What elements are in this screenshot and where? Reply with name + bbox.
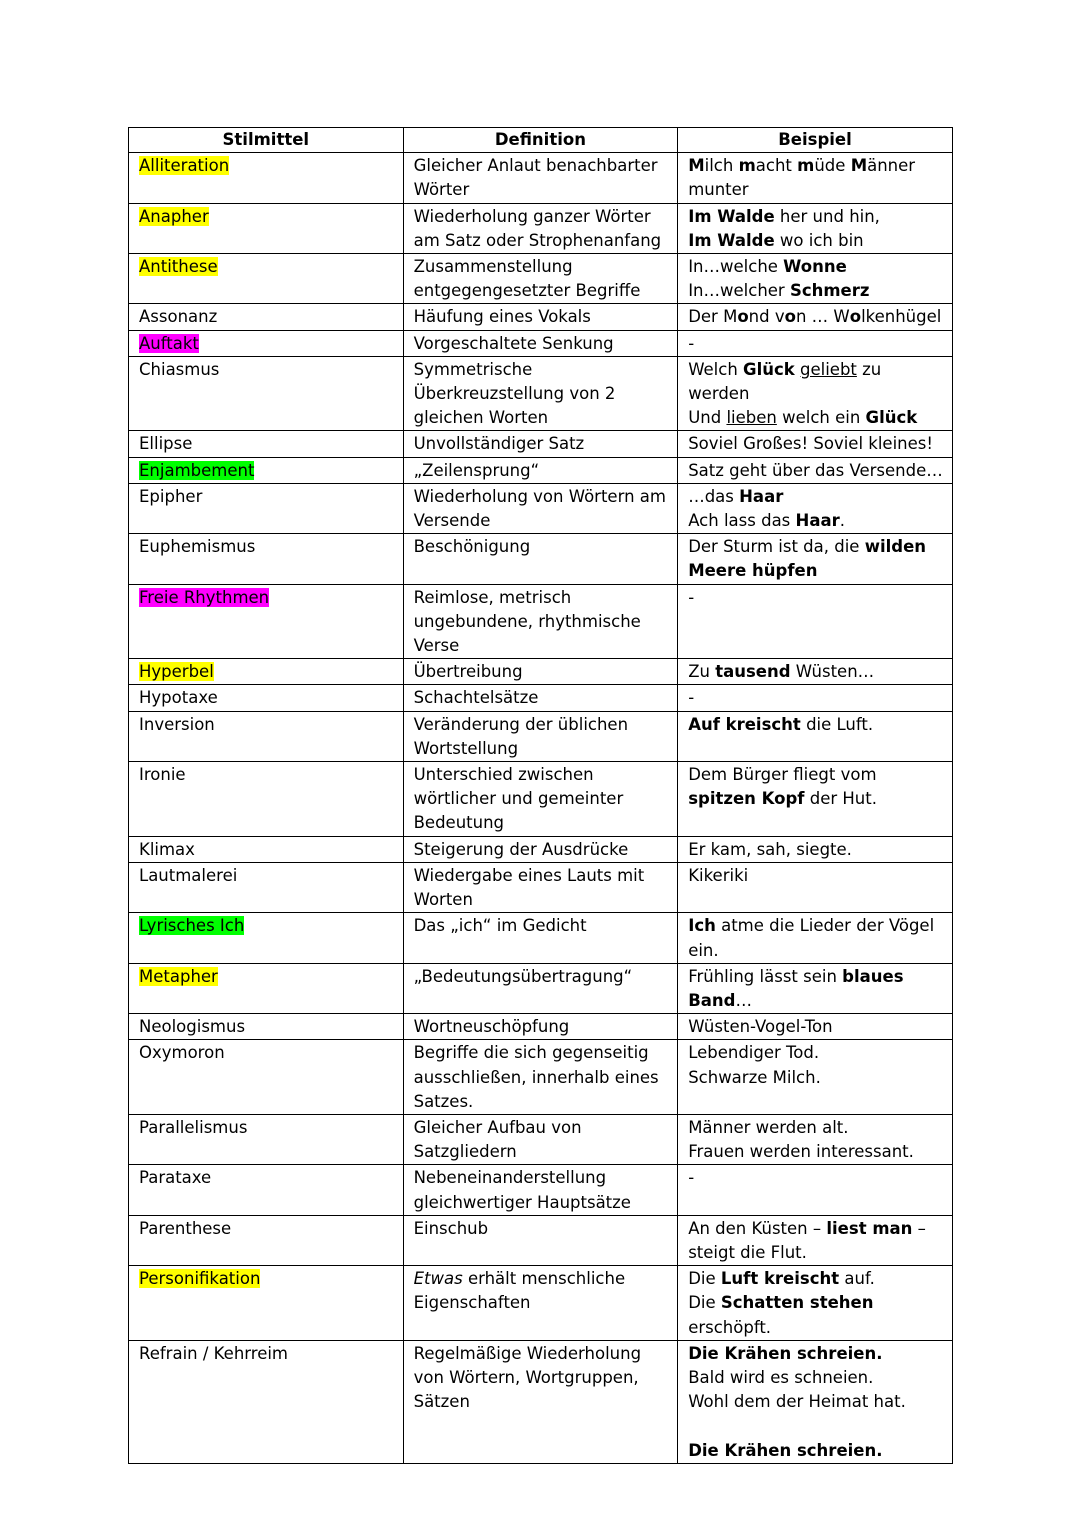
term-cell <box>129 483 404 533</box>
example-line: Im Walde wo ich bin <box>688 230 864 250</box>
definition-cell: Reimlose, metrisch ungebundene, rhythmische Verse <box>403 584 678 659</box>
term-cell <box>129 1165 404 1215</box>
term-label: Metapher <box>139 966 218 986</box>
definition-cell: „Zeilensprung“ <box>403 457 678 483</box>
term-cell <box>129 685 404 711</box>
example-line: Im Walde her und hin, <box>688 206 880 226</box>
term-cell <box>129 836 404 862</box>
example-cell <box>678 584 953 659</box>
term-cell <box>129 203 404 253</box>
term-label: Parataxe <box>139 1168 212 1188</box>
table-row <box>129 836 953 862</box>
term-cell <box>129 356 404 431</box>
term-cell <box>129 1340 404 1463</box>
term-cell <box>129 584 404 659</box>
table-row <box>129 534 953 584</box>
example-line: Ach lass das Haar. <box>688 511 845 531</box>
definition-cell: Schachtelsätze <box>403 685 678 711</box>
definition-cell: Symmetrische Überkreuzstellung von 2 gleichen Worten <box>403 356 678 431</box>
table-row <box>129 1165 953 1215</box>
term-label: Euphemismus <box>139 537 256 557</box>
example-line: Lebendiger Tod. <box>688 1043 820 1063</box>
example-line: Die Krähen schreien. <box>688 1343 883 1363</box>
table-row <box>129 254 953 304</box>
example-line: Welch Glück geliebt zu werden <box>688 359 882 404</box>
term-label: Oxymoron <box>139 1043 225 1063</box>
example-cell <box>678 483 953 533</box>
term-label: Chiasmus <box>139 359 220 379</box>
table-row <box>129 457 953 483</box>
table-row <box>129 483 953 533</box>
definition-cell: „Bedeutungsübertragung“ <box>403 963 678 1013</box>
table-row <box>129 584 953 659</box>
example-line: In…welche Wonne <box>688 257 847 277</box>
table-row <box>129 330 953 356</box>
term-cell <box>129 913 404 963</box>
definition-cell: Unvollständiger Satz <box>403 431 678 457</box>
example-line: - <box>688 587 695 607</box>
definition-cell: Steigerung der Ausdrücke <box>403 836 678 862</box>
example-line: Die Luft kreischt auf. <box>688 1269 875 1289</box>
term-cell <box>129 1040 404 1115</box>
term-cell <box>129 862 404 912</box>
definition-cell: Wortneuschöpfung <box>403 1014 678 1040</box>
term-cell <box>129 1014 404 1040</box>
term-cell <box>129 963 404 1013</box>
example-line: Kikeriki <box>688 865 749 885</box>
example-cell <box>678 963 953 1013</box>
table-row <box>129 1340 953 1463</box>
table-row <box>129 153 953 203</box>
table-row <box>129 862 953 912</box>
term-label: Epipher <box>139 486 203 506</box>
example-cell <box>678 913 953 963</box>
example-line: Frühling lässt sein blaues Band… <box>688 966 904 1010</box>
table-body <box>129 153 953 1464</box>
example-line: Ich atme die Lieder der Vögel ein. <box>688 916 935 960</box>
term-cell <box>129 304 404 330</box>
example-line: munter <box>688 180 749 200</box>
term-label: Anapher <box>139 206 209 226</box>
example-cell <box>678 1266 953 1341</box>
definition-cell: Gleicher Aufbau von Satzgliedern <box>403 1114 678 1164</box>
example-cell <box>678 711 953 761</box>
table-row <box>129 356 953 431</box>
header-example: Beispiel <box>678 128 953 153</box>
term-cell <box>129 153 404 203</box>
example-cell <box>678 1014 953 1040</box>
table-row <box>129 431 953 457</box>
example-cell <box>678 1215 953 1265</box>
example-cell <box>678 534 953 584</box>
term-cell <box>129 1114 404 1164</box>
term-cell <box>129 659 404 685</box>
term-label: Lyrisches Ich <box>139 916 245 936</box>
term-label: Assonanz <box>139 307 218 327</box>
term-label: Neologismus <box>139 1017 246 1037</box>
definition-cell: Einschub <box>403 1215 678 1265</box>
term-label: Antithese <box>139 257 218 277</box>
header-row <box>129 128 953 153</box>
example-cell <box>678 762 953 837</box>
term-cell <box>129 431 404 457</box>
table-row <box>129 1266 953 1341</box>
term-cell <box>129 534 404 584</box>
example-line: - <box>688 333 695 353</box>
example-line: Dem Bürger fliegt vom spitzen Kopf der Hut. <box>688 765 877 809</box>
definition-cell: Nebeneinanderstellung gleichwertiger Hauptsätze <box>403 1165 678 1215</box>
example-cell <box>678 254 953 304</box>
stilmittel-table <box>128 127 953 1464</box>
definition-cell: Begriffe die sich gegenseitig ausschließen, innerhalb eines Satzes. <box>403 1040 678 1115</box>
example-line: Satz geht über das Versende… <box>688 460 943 480</box>
example-cell <box>678 330 953 356</box>
term-cell <box>129 1266 404 1341</box>
example-cell <box>678 1114 953 1164</box>
table-row <box>129 711 953 761</box>
header-definition: Definition <box>403 128 678 153</box>
term-label: Freie Rhythmen <box>139 587 270 607</box>
example-cell <box>678 659 953 685</box>
table-row <box>129 1114 953 1164</box>
example-line: Schwarze Milch. <box>688 1067 821 1087</box>
example-cell <box>678 153 953 203</box>
example-line: Der Mond von … Wolkenhügel <box>688 307 942 327</box>
table-row <box>129 1040 953 1115</box>
example-cell <box>678 1165 953 1215</box>
example-line: Und lieben welch ein Glück <box>688 408 918 428</box>
term-label: Alliteration <box>139 156 230 176</box>
example-line: Auf kreischt die Luft. <box>688 714 874 734</box>
term-cell <box>129 254 404 304</box>
term-label: Personifikation <box>139 1269 261 1289</box>
definition-cell: Wiederholung ganzer Wörter am Satz oder Strophenanfang <box>403 203 678 253</box>
example-cell <box>678 836 953 862</box>
term-label: Hypotaxe <box>139 688 218 708</box>
definition-cell: Veränderung der üblichen Wortstellung <box>403 711 678 761</box>
term-label: Ironie <box>139 765 186 785</box>
term-cell <box>129 711 404 761</box>
definition-cell: Etwas erhält menschliche Eigenschaften <box>403 1266 678 1341</box>
example-line: Wohl dem der Heimat hat. <box>688 1392 906 1412</box>
term-cell <box>129 1215 404 1265</box>
table-row <box>129 963 953 1013</box>
term-label: Refrain / Kehrreim <box>139 1343 288 1363</box>
example-line: Soviel Großes! Soviel kleines! <box>688 434 933 454</box>
table-row <box>129 1215 953 1265</box>
term-label: Inversion <box>139 714 215 734</box>
example-line <box>688 1414 944 1438</box>
example-cell <box>678 1040 953 1115</box>
example-line: Die Krähen schreien. <box>688 1440 883 1460</box>
term-cell <box>129 330 404 356</box>
example-line: Wüsten-Vogel-Ton <box>688 1017 833 1037</box>
term-label: Hyperbel <box>139 662 214 682</box>
example-line: - <box>688 1168 695 1188</box>
table-row <box>129 659 953 685</box>
definition-cell: Wiedergabe eines Lauts mit Worten <box>403 862 678 912</box>
example-line: Bald wird es schneien. <box>688 1367 874 1387</box>
definition-cell: Beschönigung <box>403 534 678 584</box>
definition-cell: Regelmäßige Wiederholung von Wörtern, Wortgruppen, Sätzen <box>403 1340 678 1463</box>
term-label: Enjambement <box>139 460 255 480</box>
term-label: Auftakt <box>139 333 199 353</box>
example-cell <box>678 457 953 483</box>
example-line: Männer werden alt. <box>688 1117 849 1137</box>
term-cell <box>129 457 404 483</box>
definition-cell: Gleicher Anlaut benachbarter Wörter <box>403 153 678 203</box>
example-line: Die Schatten stehen erschöpft. <box>688 1293 874 1337</box>
example-line: An den Küsten – liest man – steigt die Flut. <box>688 1218 926 1262</box>
example-line: …das Haar <box>688 486 784 506</box>
table-row <box>129 304 953 330</box>
term-label: Parenthese <box>139 1218 232 1238</box>
table-row <box>129 913 953 963</box>
table-row <box>129 1014 953 1040</box>
example-cell <box>678 304 953 330</box>
term-label: Ellipse <box>139 434 193 454</box>
example-cell <box>678 862 953 912</box>
term-label: Lautmalerei <box>139 865 238 885</box>
definition-cell: Wiederholung von Wörtern am Versende <box>403 483 678 533</box>
example-line: Milch macht müde Männer <box>688 156 916 176</box>
example-line: Zu tausend Wüsten… <box>688 662 875 682</box>
definition-cell: Zusammenstellung entgegengesetzter Begriffe <box>403 254 678 304</box>
term-cell <box>129 762 404 837</box>
example-cell <box>678 356 953 431</box>
definition-cell: Das „ich“ im Gedicht <box>403 913 678 963</box>
term-label: Klimax <box>139 839 195 859</box>
example-line: Der Sturm ist da, die wilden Meere hüpfen <box>688 537 927 581</box>
example-cell <box>678 685 953 711</box>
example-line: Frauen werden interessant. <box>688 1142 914 1162</box>
definition-cell: Unterschied zwischen wörtlicher und gemeinter Bedeutung <box>403 762 678 837</box>
term-label: Parallelismus <box>139 1117 248 1137</box>
header-term: Stilmittel <box>129 128 404 153</box>
example-cell <box>678 431 953 457</box>
example-line: - <box>688 688 695 708</box>
definition-cell: Übertreibung <box>403 659 678 685</box>
example-cell <box>678 203 953 253</box>
definition-cell: Vorgeschaltete Senkung <box>403 330 678 356</box>
example-line: In…welcher Schmerz <box>688 281 870 301</box>
example-line: Er kam, sah, siegte. <box>688 839 852 859</box>
example-cell <box>678 1340 953 1463</box>
table-row <box>129 685 953 711</box>
definition-cell: Häufung eines Vokals <box>403 304 678 330</box>
table-row <box>129 203 953 253</box>
table-row <box>129 762 953 837</box>
